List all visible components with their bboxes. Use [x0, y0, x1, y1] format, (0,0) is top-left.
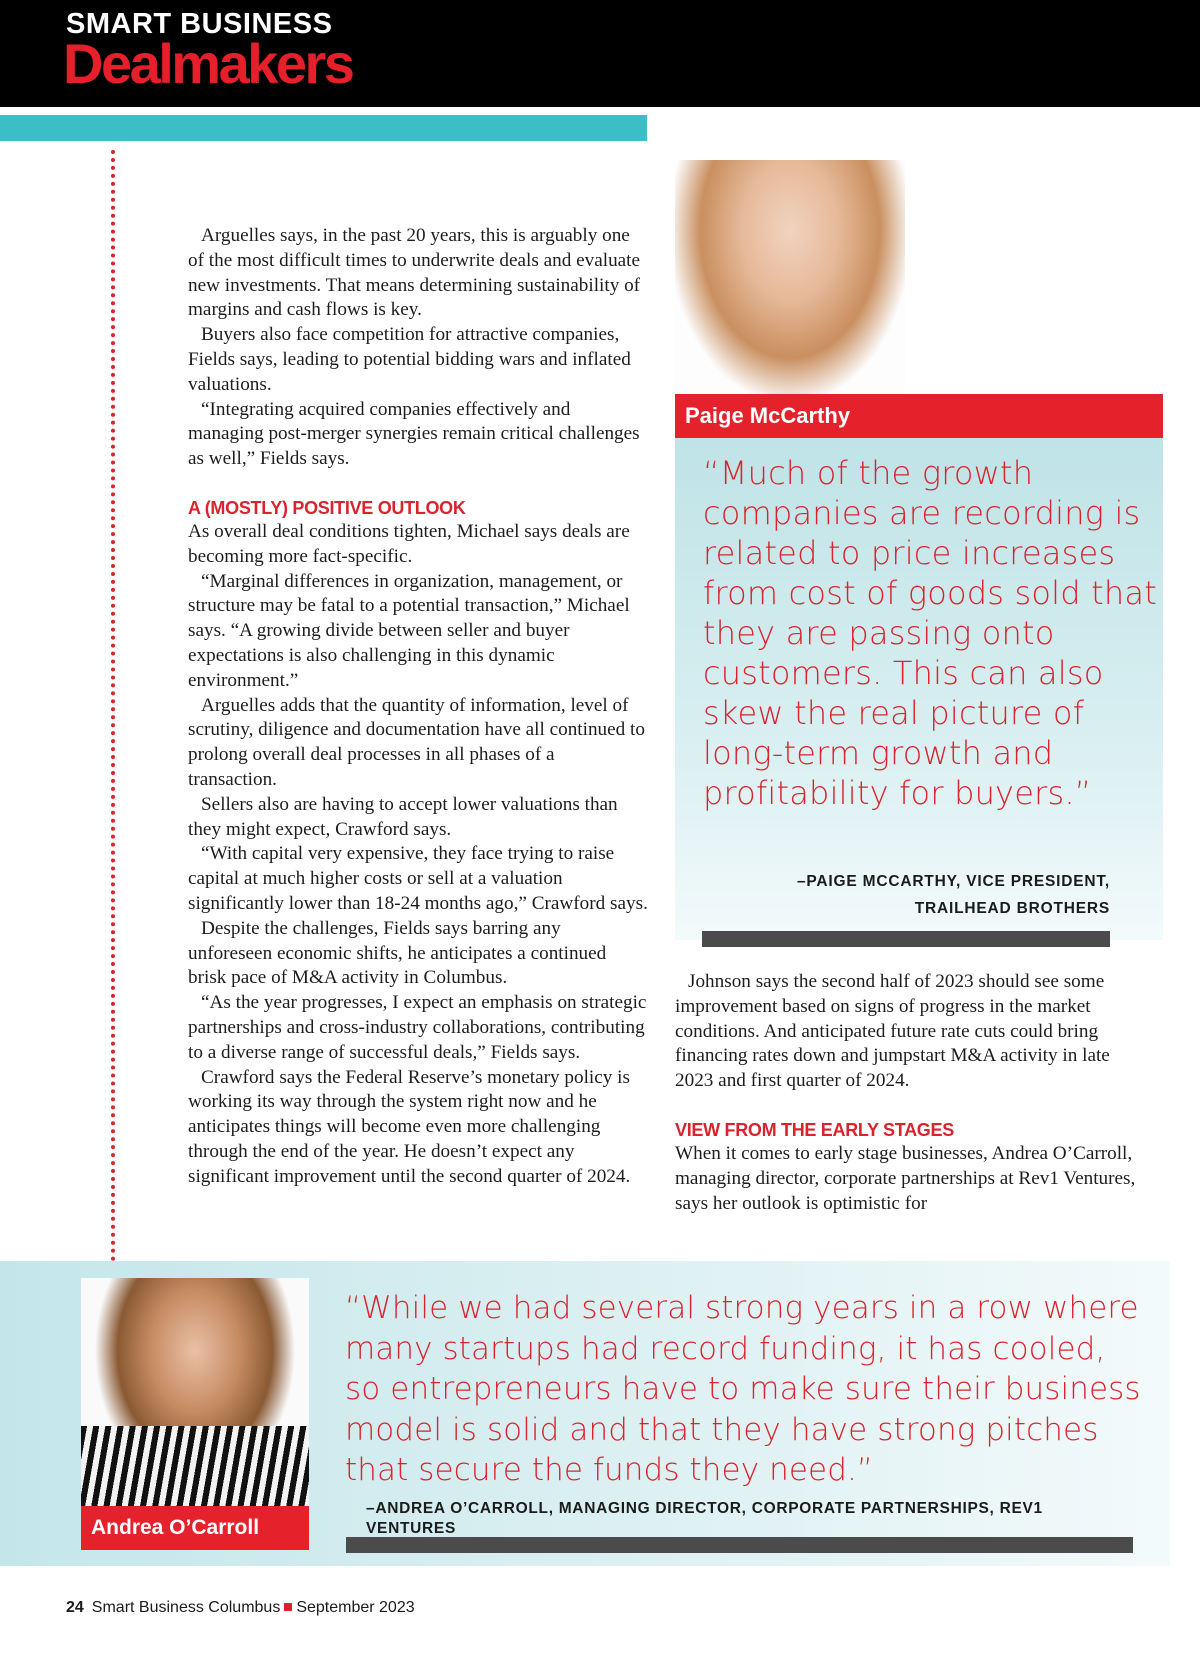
publication-name: Smart Business Columbus — [91, 1599, 281, 1616]
pullquote-rule — [702, 931, 1110, 947]
paragraph: Arguelles adds that the quantity of information, level of scrutiny, diligence and documentation have all continued to prolong overall deal processes in all phases of a transaction. — [188, 694, 645, 790]
pullquote-rule — [346, 1537, 1133, 1553]
pullquote-text: “Much of the growth companies are recording is related to price increases from cost of goods sold that they are passing onto customers. This can also skew the real picture of long-term growth and profitability for buyers.” — [703, 454, 1157, 812]
portrait-caption-paige: Paige McCarthy — [675, 394, 1163, 438]
section-subhead: VIEW FROM THE EARLY STAGES — [675, 1119, 954, 1140]
paragraph: Johnson says the second half of 2023 should see some improvement based on signs of progress in the market conditions. And anticipated future rate cuts could bring financing rates down and jumpstart M&A activity in late 2023 and first quarter of 2024. — [675, 971, 1110, 1092]
paragraph: When it comes to early stage businesses, Andrea O’Carroll, managing director, corporate partnerships at Rev1 Ventures, says her outlook is optimistic for — [675, 1142, 1136, 1214]
paragraph: Sellers also are having to accept lower valuations than they might expect, Crawford says. — [188, 793, 618, 840]
paragraph: Crawford says the Federal Reserve’s monetary policy is working its way through the system right now and he anticipates things will become even more challenging through the end of the year. He doesn’t expect any significant improvement until the second quarter of 2024. — [188, 1066, 631, 1187]
accent-bar — [0, 115, 647, 141]
masthead-logo: Dealmakers — [63, 32, 353, 95]
dotted-divider — [111, 150, 115, 1262]
paragraph: “Integrating acquired companies effectively and managing post-merger synergies remain critical challenges as well,” Fields says. — [188, 398, 640, 470]
page-footer — [66, 1599, 415, 1617]
masthead-bar — [0, 0, 1200, 107]
paragraph: “As the year progresses, I expect an emphasis on strategic partnerships and cross-industry collaborations, contributing to a diverse range of successful deals,” Fields says. — [188, 992, 647, 1063]
pullquote-text: “While we had several strong years in a row where many startups had record funding, it has cooled, so entrepreneurs have to make sure their business model is solid and that they have strong pitches that secure the funds they need.” — [345, 1290, 1141, 1488]
masthead-kicker: SMART BUSINESS — [66, 8, 333, 40]
paragraph: Despite the challenges, Fields says barring any unforeseen economic shifts, he anticipates a continued brisk pace of M&A activity in Columbus. — [188, 917, 607, 989]
article-column-left — [188, 224, 648, 1189]
portrait-photo-paige — [675, 160, 905, 394]
pullquote-attribution — [700, 868, 1110, 922]
issue-date: September 2023 — [296, 1599, 415, 1616]
separator-square — [284, 1603, 292, 1611]
pullquote-attribution: –ANDREA O’CARROLL, MANAGING DIRECTOR, CORPORATE PARTNERSHIPS, REV1 VENTURES — [366, 1500, 1043, 1537]
paragraph: “With capital very expensive, they face trying to raise capital at much higher costs or sell at a valuation significantly lower than 18-24 months ago,” Crawford says. — [188, 843, 648, 914]
attribution-line: TRAILHEAD BROTHERS — [914, 900, 1110, 917]
paragraph: Buyers also face competition for attractive companies, Fields says, leading to potential bidding wars and inflated valuations. — [188, 324, 631, 395]
portrait-caption-andrea: Andrea O’Carroll — [81, 1506, 309, 1550]
article-column-right — [675, 970, 1137, 1216]
portrait-photo-andrea — [81, 1278, 309, 1506]
section-subhead: A (MOSTLY) POSITIVE OUTLOOK — [188, 497, 466, 518]
attribution-line: –PAIGE MCCARTHY, VICE PRESIDENT, — [797, 873, 1110, 890]
paragraph: Arguelles says, in the past 20 years, this is arguably one of the most difficult times to underwrite deals and evaluate new investments. That means determining sustainability of margins and cash flows is key. — [188, 225, 641, 321]
page-number: 24 — [66, 1599, 84, 1616]
portrait-shirt — [81, 1426, 309, 1506]
paragraph: As overall deal conditions tighten, Michael says deals are becoming more fact-specific. — [188, 520, 630, 567]
paragraph: “Marginal differences in organization, management, or structure may be fatal to a potential transaction,” Michael says. “A growing divide between seller and buyer expectations is also challenging in this dynamic environment.” — [188, 570, 630, 691]
